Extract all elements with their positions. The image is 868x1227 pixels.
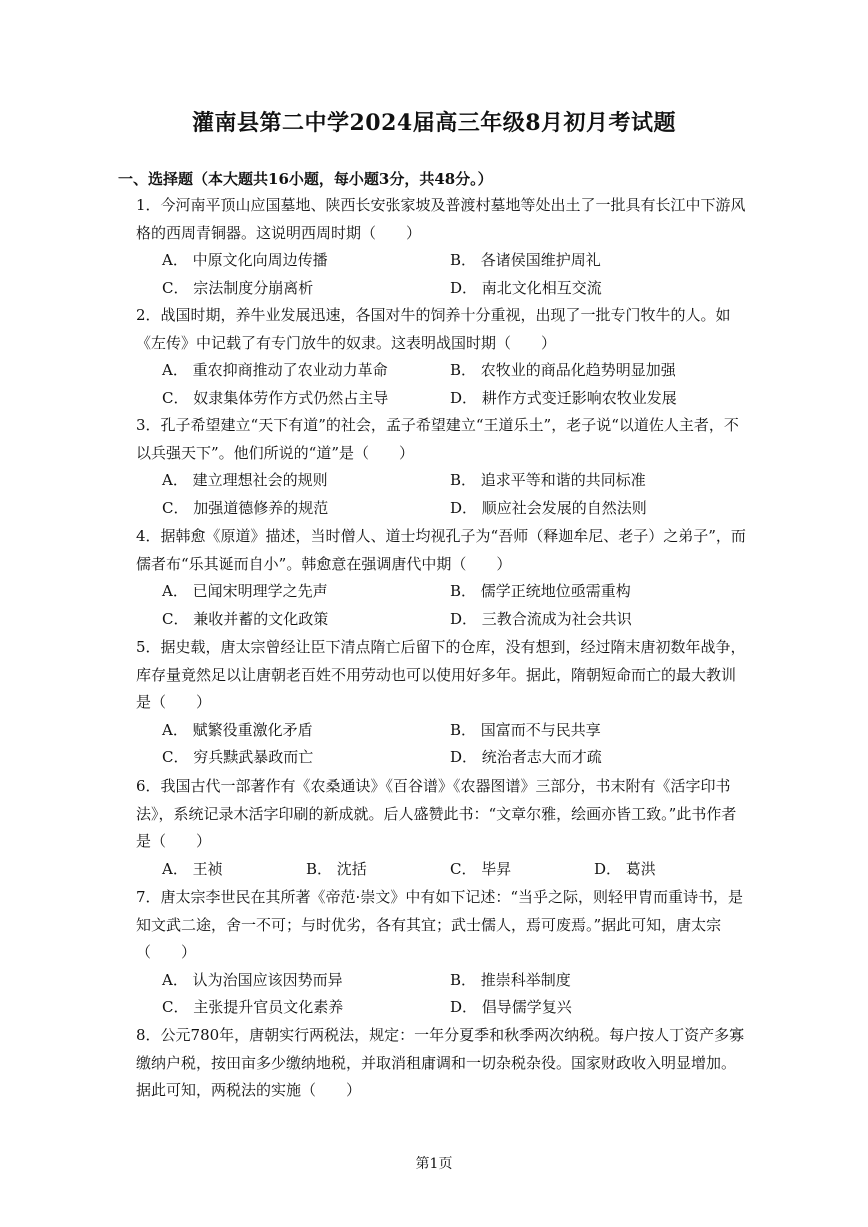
option-b: B． 追求平等和谐的共同标准 — [450, 471, 646, 489]
question-3 — [136, 412, 746, 522]
question-stem: 6．我国古代一部著作有《农桑通诀》《百谷谱》《农器图谱》三部分，书末附有《活字印书法》，系统记录木活字印刷的新成就。后人盛赞此书：“文章尔雅，绘画亦皆工致。”此书作者是（ ） — [136, 777, 737, 850]
question-stem: 1．今河南平顶山应国墓地、陕西长安张家坡及普渡村墓地等处出土了一批具有长江中下游风格的西周青铜器。这说明西周时期（ ） — [136, 196, 746, 242]
option-d: D． 耕作方式变迁影响农牧业发展 — [450, 388, 677, 407]
option-c: C． 宗法制度分崩离析 — [162, 278, 314, 297]
question-stem: 8．公元780年，唐朝实行两税法，规定：一年分夏季和秋季两次纳税。每户按人丁资产多寡缴纳户税，按田亩多少缴纳地税，并取消租庸调和一切杂税杂役。国家财政收入明显增加。据此可知，两税法的实施（ ） — [136, 1026, 745, 1099]
option-d: D． 倡导儒学复兴 — [450, 998, 572, 1016]
option-d: D． 三教合流成为社会共识 — [450, 609, 632, 628]
option-c: C． 兼收并蓄的文化政策 — [162, 609, 329, 628]
question-stem: 3．孔子希望建立“天下有道”的社会，孟子希望建立“王道乐土”，老子说“以道佐人主者，不以兵强天下”。他们所说的“道”是（ ） — [136, 416, 739, 462]
option-a: A． 赋繁役重激化矛盾 — [162, 720, 313, 739]
question-6 — [136, 773, 746, 883]
question-stem: 5．据史载，唐太宗曾经让臣下清点隋亡后留下的仓库，没有想到，经过隋末唐初数年战争，库存量竟然足以让唐朝老百姓不用劳动也可以使用好多年。据此，隋朝短命而亡的最大教训是（ ） — [136, 638, 746, 711]
option-a: A． 王祯 — [162, 859, 223, 878]
option-a: A． 已闻宋明理学之先声 — [162, 582, 328, 600]
option-b: B． 各诸侯国维护周礼 — [450, 251, 601, 269]
option-b: B． 国富而不与民共享 — [450, 720, 601, 739]
option-c: C． 穷兵黩武暴政而亡 — [162, 748, 314, 766]
question-1 — [136, 192, 746, 302]
option-d: D． 葛洪 — [594, 859, 656, 878]
option-a: A． 中原文化向周边传播 — [162, 251, 328, 269]
option-b: B． 农牧业的商品化趋势明显加强 — [450, 361, 676, 379]
question-stem: 7．唐太宗李世民在其所著《帝范·崇文》中有如下记述：“当乎之际，则轻甲胄而重诗书，是知文武二途，舍一不可；与时优劣，各有其宜；武士儒人，焉可废焉。”据此可知，唐太宗（ ） — [136, 888, 743, 961]
exam-title: 灌南县第二中学2024届高三年级8月初月考试题 — [191, 110, 677, 136]
question-stem: 2．战国时期，养牛业发展迅速，各国对牛的饲养十分重视，出现了一批专门牧牛的人。如《左传》中记载了有专门放牛的奴隶。这表明战国时期（ ） — [136, 306, 731, 352]
option-a: A． 建立理想社会的规则 — [162, 471, 328, 489]
option-a: A． 认为治国应该因势而异 — [162, 970, 343, 989]
question-5 — [136, 634, 746, 772]
option-d: D． 顺应社会发展的自然法则 — [450, 498, 647, 517]
option-c: C． 毕昇 — [450, 859, 512, 878]
question-7 — [136, 884, 746, 1022]
option-c: C． 加强道德修养的规范 — [162, 498, 329, 517]
option-d: D． 统治者志大而才疏 — [450, 748, 602, 766]
question-4 — [136, 523, 746, 633]
question-stem: 4．据韩愈《原道》描述，当时僧人、道士均视孔子为“吾师（释迦牟尼、老子）之弟子”，而儒者布“乐其诞而自小”。韩愈意在强调唐代中期（ ） — [136, 527, 746, 573]
option-a: A． 重农抑商推动了农业动力革命 — [162, 361, 388, 379]
question-2 — [136, 302, 746, 412]
section-heading: 一、选择题（本大题共16小题，每小题3分，共48分。） — [118, 170, 493, 188]
option-b: B． 推崇科举制度 — [450, 970, 571, 989]
option-b: B． 儒学正统地位亟需重构 — [450, 582, 631, 600]
page-number: 第1页 — [415, 1156, 453, 1172]
option-c: C． 主张提升官员文化素养 — [162, 998, 344, 1016]
option-d: D． 南北文化相互交流 — [450, 278, 602, 297]
question-8 — [136, 1022, 746, 1105]
option-b: B． 沈括 — [306, 859, 367, 878]
option-c: C． 奴隶集体劳作方式仍然占主导 — [162, 388, 389, 407]
